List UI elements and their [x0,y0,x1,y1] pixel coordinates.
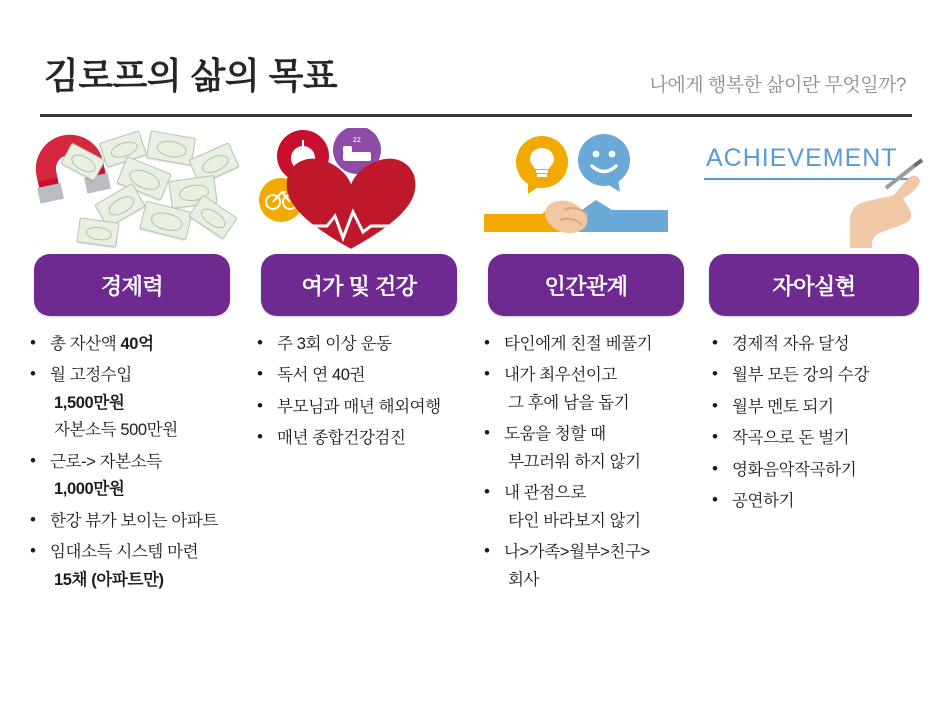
goal-list-selfrealization [700,334,928,513]
list-item: • 월부 멘토 되기 [706,397,928,418]
list-item: 1,000만원 [54,480,125,499]
list-item: 타인 바라보지 않기 [508,511,641,530]
page-title: 김로프의 삶의 목표 [44,55,338,96]
list-item: • 근로-> 자본소득 [24,452,246,473]
heart-health-icon [245,128,473,254]
goal-column-economy [18,128,246,601]
goal-column-relationship [472,128,700,601]
list-item: • 영화음악작곡하기 [706,460,928,481]
goal-list-health [245,334,473,450]
list-item: 자본소득 500만원 [54,421,178,440]
page-subtitle: 나에게 행복한 삶이란 무엇일까? [649,75,906,96]
badge-relationship: 인간관계 [488,254,684,316]
badge-economy: 경제력 [34,254,230,316]
goal-list-economy [18,334,246,591]
title-divider [40,114,912,117]
handshake-icon [472,128,700,254]
badge-selfrealization: 자아실현 [709,254,919,316]
list-item: • 매년 종합건강검진 [251,428,473,449]
list-item: 회사 [508,570,540,589]
goal-column-health [245,128,473,460]
list-item: • 내 관점으로 [478,483,700,504]
list-item: • 임대소득 시스템 마련 [24,542,246,563]
svg-text:zz: zz [353,135,361,144]
badge-health: 여가 및 건강 [261,254,457,316]
list-item: • 나>가족>월부>친구> [478,542,700,563]
list-item: 부끄러워 하지 않기 [508,452,641,471]
achievement-word: ACHIEVEMENT [706,144,898,172]
list-item: • 독서 연 40권 [251,365,473,386]
list-item: • 도움을 청할 때 [478,424,700,445]
goal-columns [0,128,950,713]
list-item: • 작곡으로 돈 벌기 [706,428,928,449]
list-item: • 부모님과 매년 해외여행 [251,397,473,418]
list-item: 1,500만원 [54,393,125,412]
slide-header [40,48,912,120]
goal-list-relationship [472,334,700,591]
list-item: • 공연하기 [706,491,928,512]
list-item: • 한강 뷰가 보이는 아파트 [24,511,246,532]
achievement-icon [700,128,928,254]
list-item: • 월부 모든 강의 수강 [706,365,928,386]
goal-column-selfrealization [700,128,928,523]
list-item: 15채 (아파트만) [54,570,164,589]
list-item: • 내가 최우선이고 [478,365,700,386]
list-item: • 경제적 자유 달성 [706,334,928,355]
list-item: • 타인에게 친절 베풀기 [478,334,700,355]
list-item: 그 후에 남을 돕기 [508,393,630,412]
list-item: • 주 3회 이상 운동 [251,334,473,355]
list-item: • 월 고정수입 [24,365,246,386]
list-item: • 총 자산액 40억 [24,334,246,355]
money-magnet-icon [18,128,246,254]
